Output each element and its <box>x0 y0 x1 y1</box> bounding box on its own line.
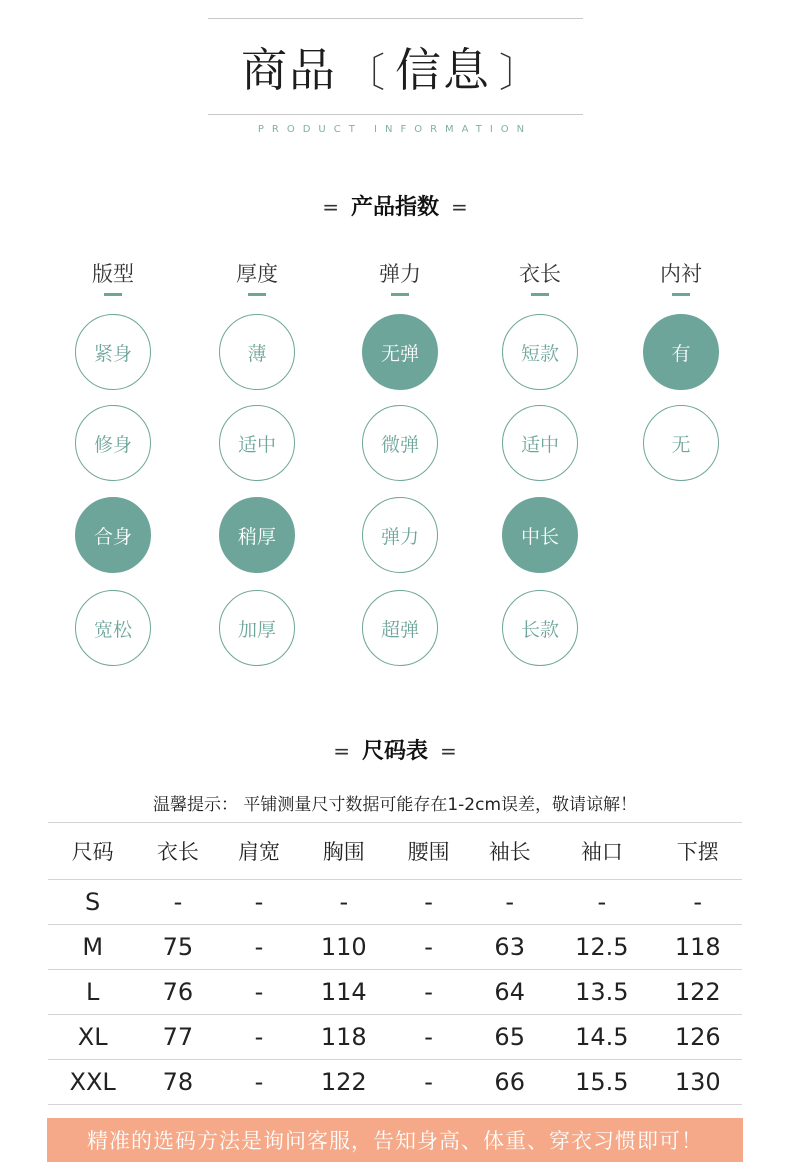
table-row <box>48 1015 742 1060</box>
size-value-cell: 114 <box>300 970 388 1015</box>
index-column-label: 衣长 <box>519 262 561 286</box>
size-value-cell: 118 <box>653 925 742 970</box>
header-top-rule <box>208 18 583 19</box>
size-table-column-header: 肩宽 <box>218 823 299 880</box>
bracket-close: 〕 <box>499 50 541 96</box>
bracket-open: 〔 <box>345 50 387 96</box>
size-table-column-header: 胸围 <box>300 823 388 880</box>
size-value-cell: 118 <box>300 1015 388 1060</box>
size-value-cell: 63 <box>469 925 550 970</box>
size-value-cell: - <box>653 880 742 925</box>
size-table-column-header: 尺码 <box>48 823 137 880</box>
index-option: 超弹 <box>362 590 438 666</box>
size-value-cell: 13.5 <box>550 970 653 1015</box>
title-eq-left: = <box>333 739 350 763</box>
size-value-cell: - <box>388 970 469 1015</box>
title-right: 信息 <box>395 43 491 97</box>
size-value-cell: - <box>218 970 299 1015</box>
size-value-cell: - <box>218 925 299 970</box>
size-value-cell: - <box>218 1060 299 1105</box>
size-table <box>48 822 742 1105</box>
size-table-column-header: 袖口 <box>550 823 653 880</box>
index-column-label: 版型 <box>92 262 134 286</box>
size-value-cell: 66 <box>469 1060 550 1105</box>
index-option: 短款 <box>502 314 578 390</box>
index-option-selected: 有 <box>643 314 719 390</box>
size-value-cell: 64 <box>469 970 550 1015</box>
table-row <box>48 880 742 925</box>
title-eq-left: = <box>322 195 339 219</box>
size-section-title <box>0 734 790 765</box>
measurement-tip: 温馨提示： 平铺测量尺寸数据可能存在1-2cm误差，敬请谅解！ <box>152 795 638 815</box>
size-value-cell: - <box>218 1015 299 1060</box>
table-row <box>48 970 742 1015</box>
size-table-header <box>48 823 742 880</box>
index-option-selected: 无弹 <box>362 314 438 390</box>
size-table-body <box>48 880 742 1105</box>
size-label-cell: M <box>48 925 137 970</box>
index-option: 长款 <box>502 590 578 666</box>
size-value-cell: - <box>300 880 388 925</box>
size-advice-banner: 精准的选码方法是询问客服，告知身高、体重、穿衣习惯即可！ <box>47 1118 743 1162</box>
size-value-cell: - <box>388 1015 469 1060</box>
size-value-cell: - <box>388 925 469 970</box>
index-option: 适中 <box>219 405 295 481</box>
size-label-cell: S <box>48 880 137 925</box>
size-value-cell: - <box>469 880 550 925</box>
size-table-column-header: 下摆 <box>653 823 742 880</box>
size-value-cell: 122 <box>653 970 742 1015</box>
column-underline <box>104 293 122 296</box>
page-subtitle: PRODUCT INFORMATION <box>257 124 533 135</box>
size-table-column-header: 腰围 <box>388 823 469 880</box>
index-option: 宽松 <box>75 590 151 666</box>
index-option-selected: 合身 <box>75 497 151 573</box>
title-eq-right: = <box>440 739 457 763</box>
size-value-cell: - <box>137 880 218 925</box>
column-underline <box>672 293 690 296</box>
title-left: 商品 <box>241 43 337 97</box>
column-underline <box>248 293 266 296</box>
size-value-cell: 78 <box>137 1060 218 1105</box>
index-column-label: 弹力 <box>379 262 421 286</box>
size-label-cell: XL <box>48 1015 137 1060</box>
size-label-cell: L <box>48 970 137 1015</box>
header-bottom-rule <box>208 114 583 115</box>
page-title <box>0 40 790 103</box>
size-table-column-header: 袖长 <box>469 823 550 880</box>
index-option-selected: 稍厚 <box>219 497 295 573</box>
size-value-cell: - <box>388 1060 469 1105</box>
table-row <box>48 925 742 970</box>
size-value-cell: - <box>218 880 299 925</box>
size-value-cell: 122 <box>300 1060 388 1105</box>
index-option: 紧身 <box>75 314 151 390</box>
size-label-cell: XXL <box>48 1060 137 1105</box>
size-table-column-header: 衣长 <box>137 823 218 880</box>
size-value-cell: 14.5 <box>550 1015 653 1060</box>
column-underline <box>531 293 549 296</box>
size-value-cell: - <box>550 880 653 925</box>
index-option-selected: 中长 <box>502 497 578 573</box>
title-eq-right: = <box>451 195 468 219</box>
size-value-cell: 77 <box>137 1015 218 1060</box>
size-value-cell: 12.5 <box>550 925 653 970</box>
size-value-cell: 110 <box>300 925 388 970</box>
size-value-cell: 75 <box>137 925 218 970</box>
size-value-cell: 65 <box>469 1015 550 1060</box>
index-option: 加厚 <box>219 590 295 666</box>
index-option: 微弹 <box>362 405 438 481</box>
size-title-text: 尺码表 <box>361 739 428 764</box>
index-column-label: 内衬 <box>660 262 702 286</box>
index-section-title <box>0 190 790 221</box>
index-option: 适中 <box>502 405 578 481</box>
size-value-cell: 15.5 <box>550 1060 653 1105</box>
index-option: 弹力 <box>362 497 438 573</box>
index-column-label: 厚度 <box>236 262 278 286</box>
index-option: 无 <box>643 405 719 481</box>
column-underline <box>391 293 409 296</box>
index-title-text: 产品指数 <box>350 195 439 220</box>
size-value-cell: - <box>388 880 469 925</box>
size-value-cell: 126 <box>653 1015 742 1060</box>
index-option: 薄 <box>219 314 295 390</box>
size-value-cell: 130 <box>653 1060 742 1105</box>
size-value-cell: 76 <box>137 970 218 1015</box>
index-option: 修身 <box>75 405 151 481</box>
table-row <box>48 1060 742 1105</box>
